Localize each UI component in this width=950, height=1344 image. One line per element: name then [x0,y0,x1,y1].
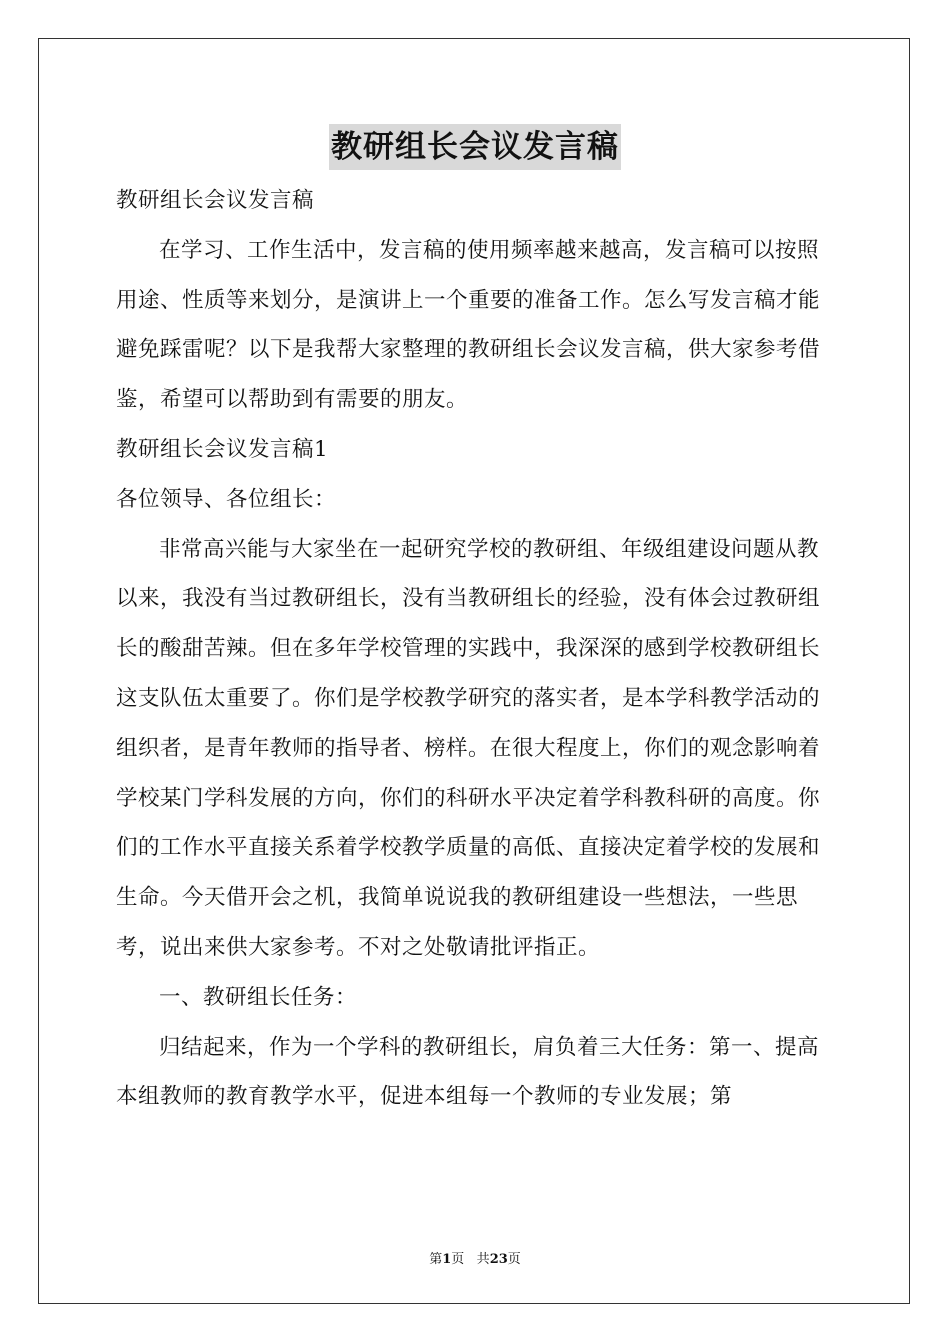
footer-page-total: 23 [489,1252,508,1267]
footer-page-suffix: 页 [451,1252,465,1267]
body-paragraph: 非常高兴能与大家坐在一起研究学校的教研组、年级组建设问题从教以来，我没有当过教研组长，没有当教研组长的经验，没有体会过教研组长的酸甜苦辣。但在多年学校管理的实践中，我深深的感到学校教研组长这支队伍太重要了。你们是学校教学研究的落实者，是本学科教学活动的组织者，是青年教师的指导者、榜样。在很大程度上，你们的观念影响着学校某门学科发展的方向，你们的科研水平决定着学科教科研的高度。你们的工作水平直接关系着学校教学质量的高低、直接决定着学校的发展和生命。今天借开会之机，我简单说说我的教研组建设一些想法，一些思考，说出来供大家参考。不对之处敬请批评指正。 [116,536,821,960]
page-footer [0,1248,950,1267]
body-paragraph: 教研组长会议发言稿1 [116,436,329,462]
document-title: 教研组长会议发言稿 [329,124,621,170]
body-paragraph: 教研组长会议发言稿 [116,188,315,213]
body-paragraph: 各位领导、各位组长： [116,486,337,512]
body-paragraph: 一、教研组长任务： [159,984,358,1010]
footer-page-current: 1 [442,1252,452,1267]
footer-total-suffix: 页 [507,1252,521,1267]
title-container [0,124,950,170]
body-paragraph: 在学习、工作生活中，发言稿的使用频率越来越高，发言稿可以按照用途、性质等来划分，是演讲上一个重要的准备工作。怎么写发言稿才能避免踩雷呢？以下是我帮大家整理的教研组长会议发言稿，供大家参考借鉴，希望可以帮助到有需要的朋友。 [116,237,821,413]
document-body [116,176,836,1122]
body-paragraph: 归结起来，作为一个学科的教研组长，肩负着三大任务：第一、提高本组教师的教育教学水平，促进本组每一个教师的专业发展；第 [116,1034,820,1110]
footer-page-prefix: 第 [429,1252,443,1267]
footer-total-prefix: 共 [476,1252,490,1267]
